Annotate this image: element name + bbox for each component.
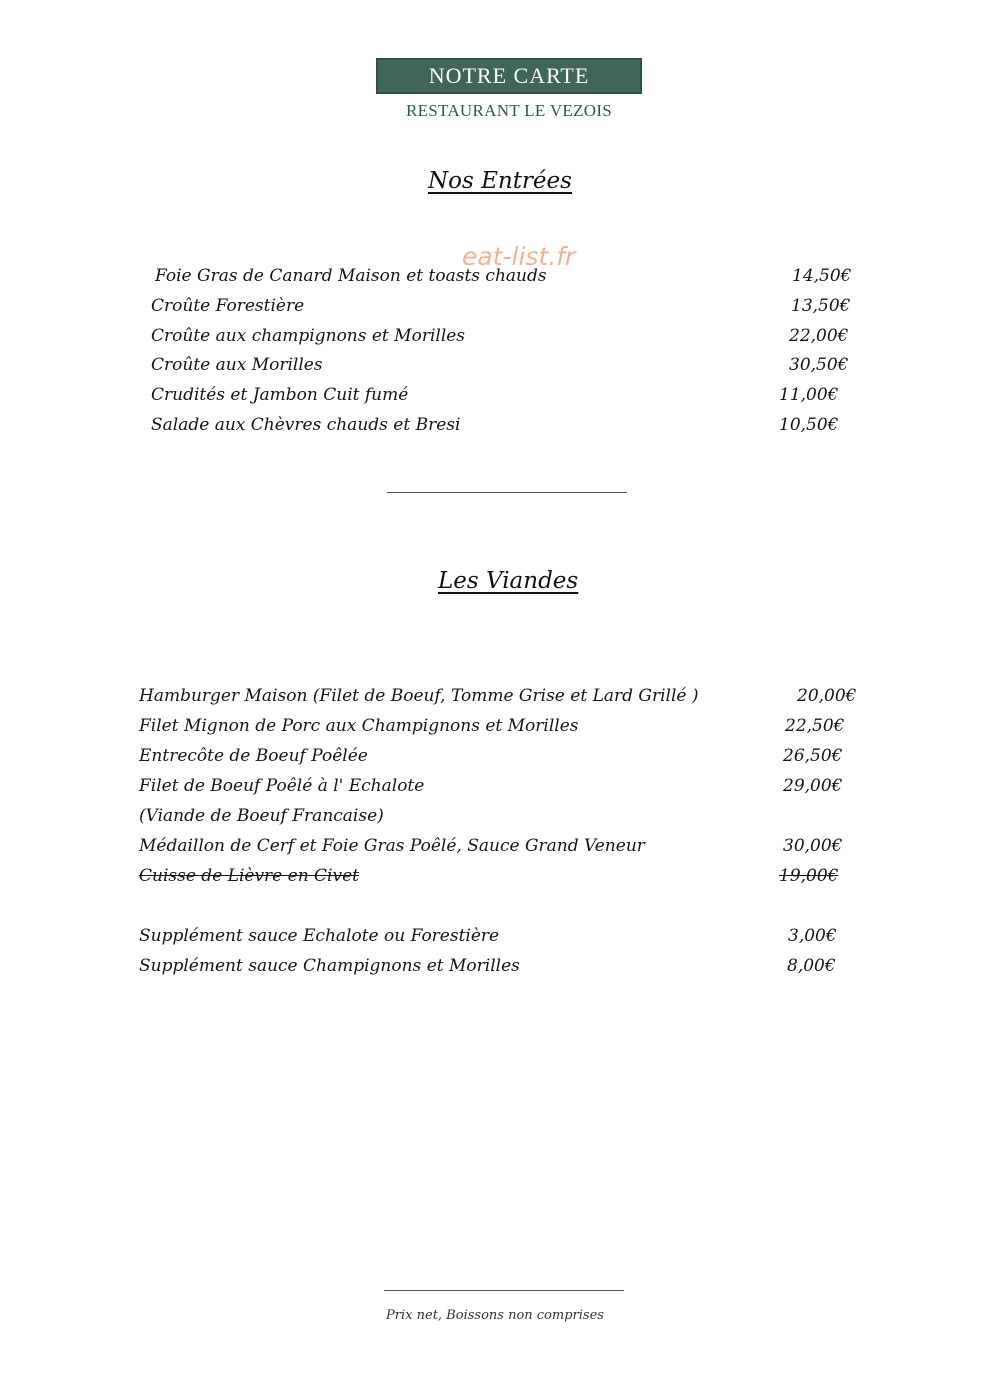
menu-item-name: Croûte aux Morilles — [151, 355, 323, 375]
menu-item-note: (Viande de Boeuf Francaise) — [139, 806, 384, 826]
footer-note: Prix net, Boissons non comprises — [386, 1308, 604, 1323]
supplement-name: Supplément sauce Echalote ou Forestière — [139, 926, 500, 946]
menu-item-name: Croûte Forestière — [151, 296, 305, 316]
menu-item-name: Entrecôte de Boeuf Poêlée — [139, 746, 368, 766]
supplement-price: 3,00€ — [788, 926, 837, 946]
menu-item-price: 22,50€ — [785, 716, 845, 736]
menu-item-name: Médaillon de Cerf et Foie Gras Poêlé, Sauce Grand Veneur — [139, 836, 645, 856]
menu-item-name-crossed-out: Cuisse de Lièvre en Civet — [139, 866, 359, 886]
section-divider — [387, 492, 627, 493]
menu-item-price-crossed-out: 19,00€ — [779, 866, 839, 886]
menu-item-name: Hamburger Maison (Filet de Boeuf, Tomme Grise et Lard Grillé ) — [139, 686, 699, 706]
menu-item-price: 13,50€ — [791, 296, 851, 316]
menu-item-price: 22,00€ — [789, 326, 849, 346]
supplement-name: Supplément sauce Champignons et Morilles — [139, 956, 520, 976]
menu-item-name: Filet Mignon de Porc aux Champignons et Morilles — [139, 716, 579, 736]
menu-item-price: 14,50€ — [792, 266, 852, 286]
menu-item-name: Foie Gras de Canard Maison et toasts chauds — [155, 266, 547, 286]
menu-item-price: 10,50€ — [779, 415, 839, 435]
menu-item-price: 30,00€ — [783, 836, 843, 856]
menu-item-price: 26,50€ — [783, 746, 843, 766]
menu-item-price: 11,00€ — [779, 385, 839, 405]
footer-divider — [384, 1290, 624, 1291]
supplement-price: 8,00€ — [787, 956, 836, 976]
menu-item-name: Croûte aux champignons et Morilles — [151, 326, 466, 346]
menu-item-name: Salade aux Chèvres chauds et Bresi — [151, 415, 461, 435]
watermark: eat-list.fr — [462, 242, 576, 271]
restaurant-name: RESTAURANT LE VEZOIS — [405, 101, 613, 120]
section-title-entrees: Nos Entrées — [428, 168, 572, 194]
menu-item-price: 20,00€ — [797, 686, 857, 706]
menu-item-price: 29,00€ — [783, 776, 843, 796]
menu-title: NOTRE CARTE — [428, 63, 590, 88]
menu-item-name: Crudités et Jambon Cuit fumé — [151, 385, 409, 405]
section-title-viandes: Les Viandes — [438, 568, 579, 594]
menu-item-price: 30,50€ — [789, 355, 849, 375]
menu-title-banner — [376, 58, 642, 94]
menu-item-name: Filet de Boeuf Poêlé à l' Echalote — [139, 776, 425, 796]
